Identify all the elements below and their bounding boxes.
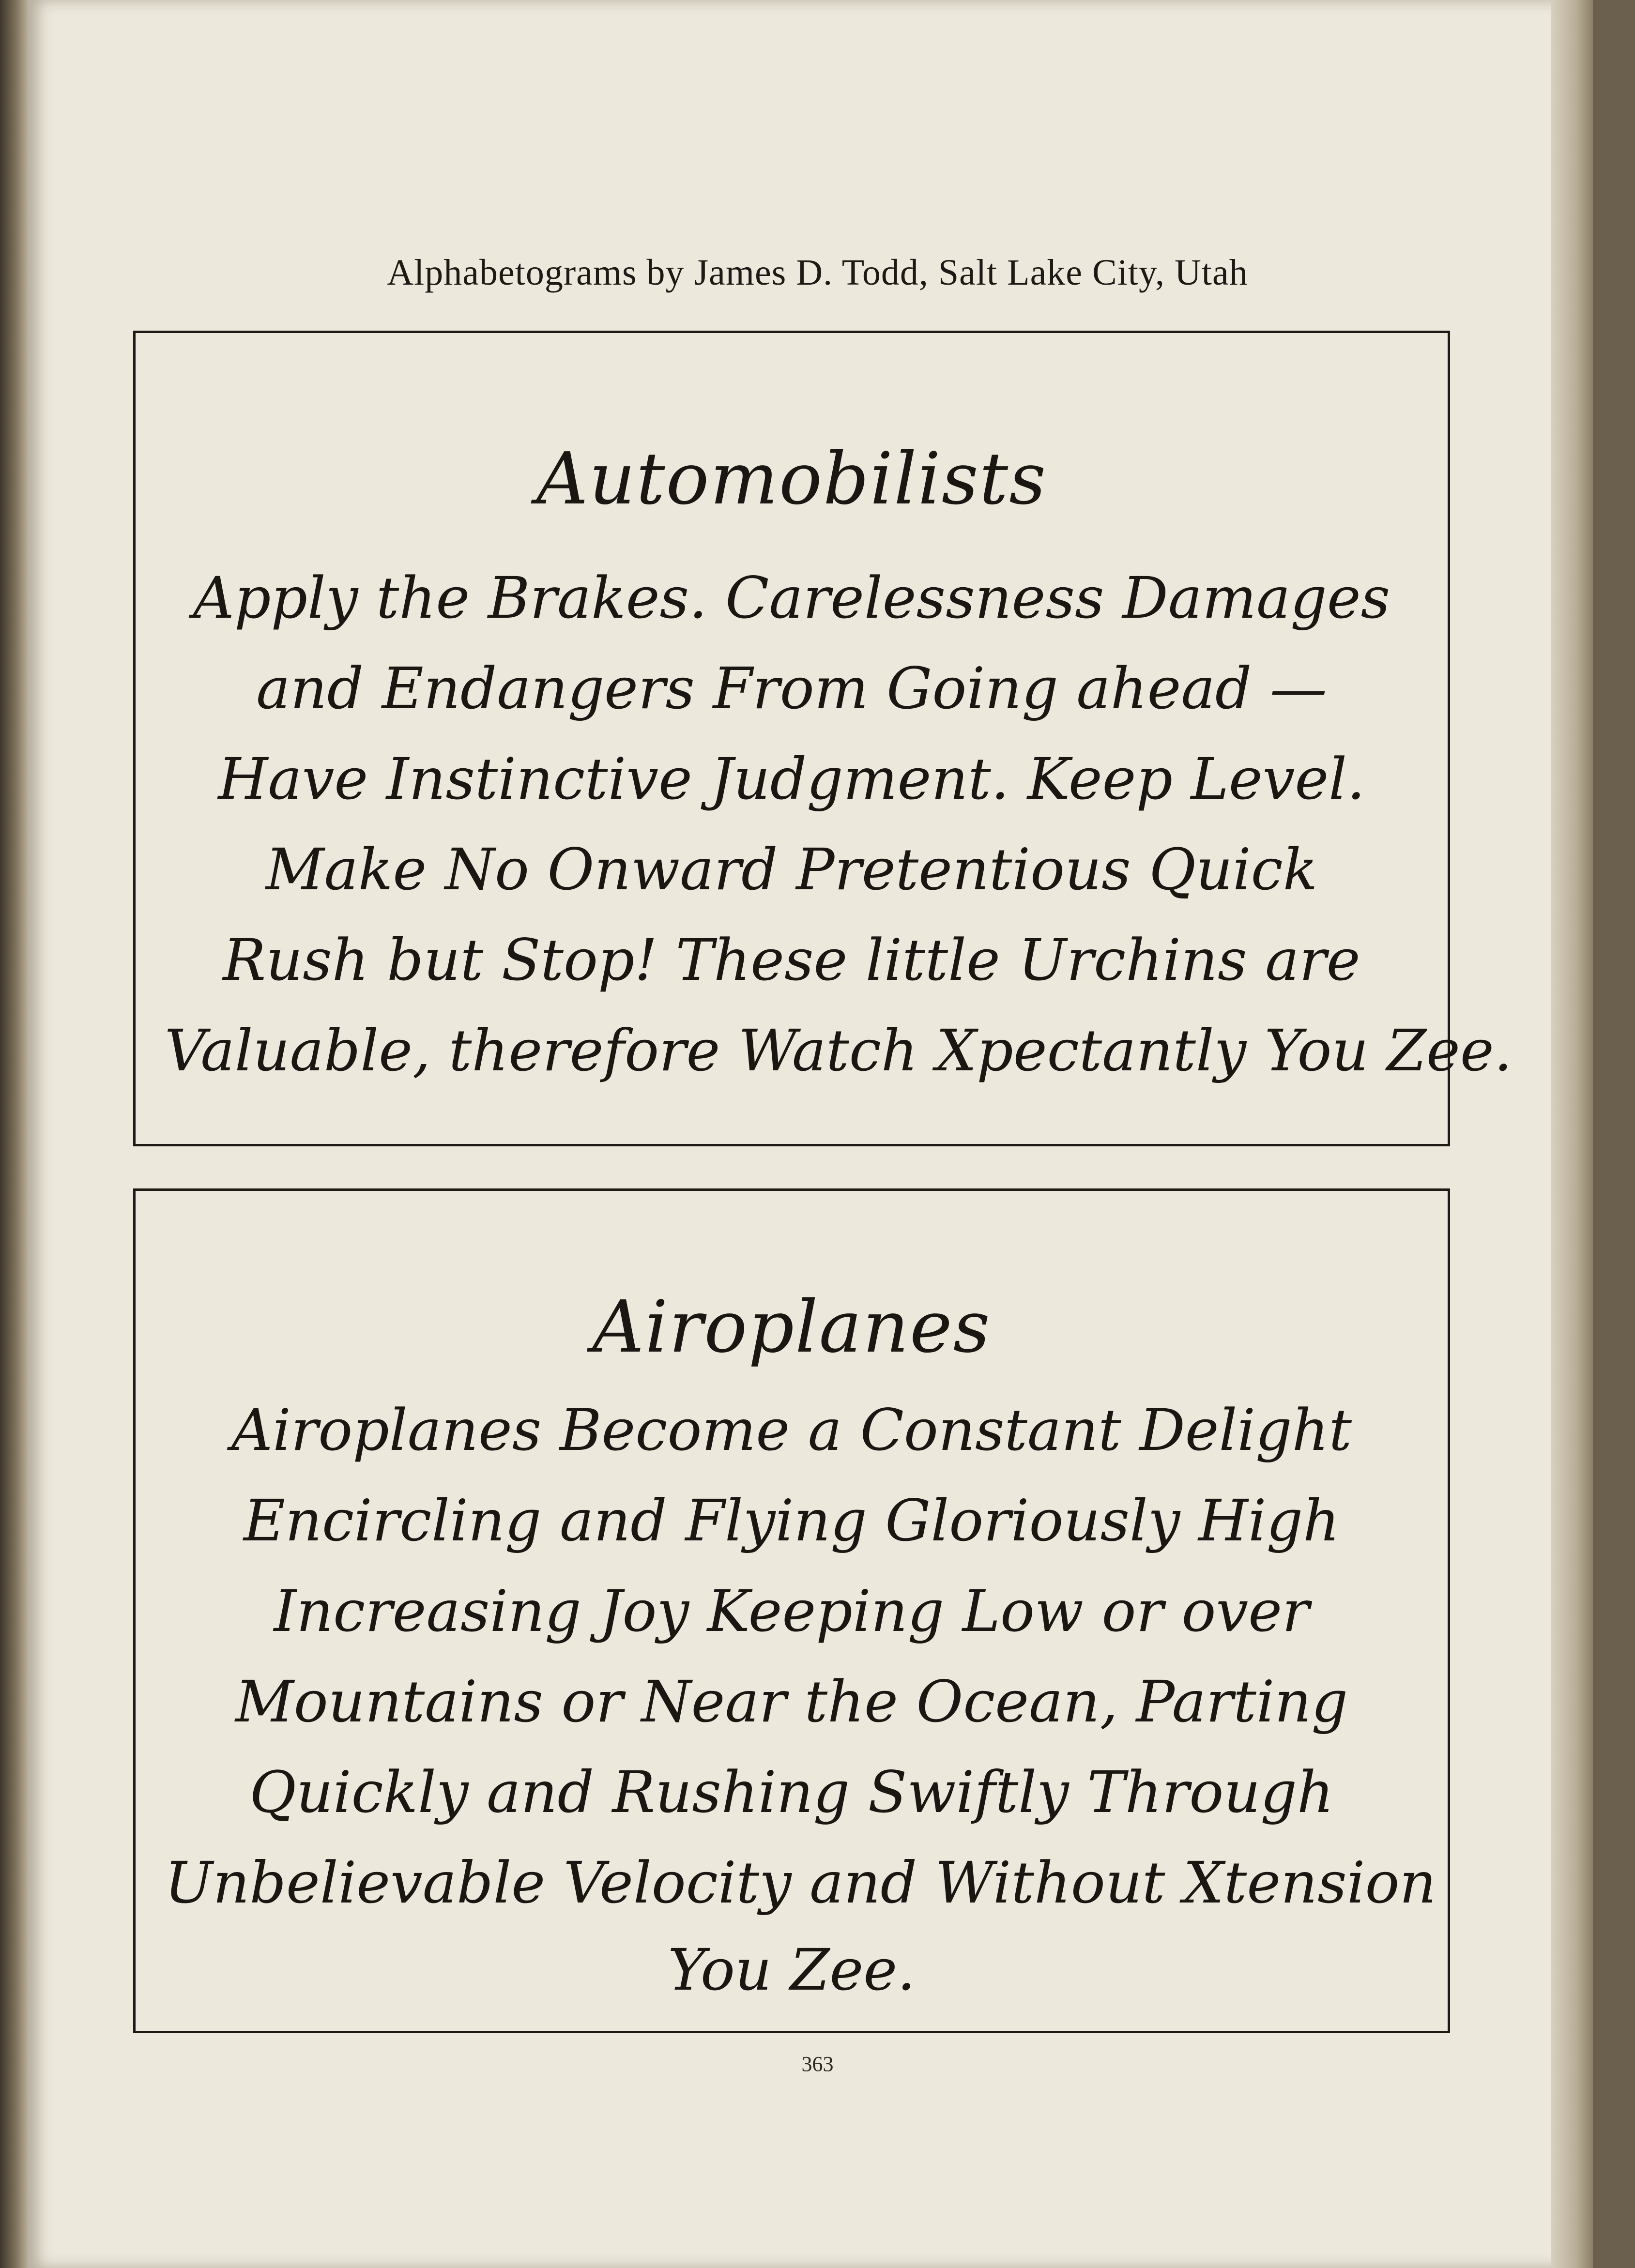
airoplanes-line-2: Encircling and Flying Gloriously High <box>243 1487 1340 1554</box>
airoplanes-line-1: Airoplanes Become a Constant Delight <box>231 1397 1352 1463</box>
automobilists-line-6: Valuable, therefore Watch Xpectantly You Zee. <box>165 1017 1513 1084</box>
automobilists-line-5: Rush but Stop! These little Urchins are <box>223 927 1360 993</box>
automobilists-line-1: Apply the Brakes. Carelessness Damages <box>193 564 1391 631</box>
airoplanes-line-3: Increasing Joy Keeping Low or over <box>274 1578 1310 1644</box>
airoplanes-line-7: You Zee. <box>668 1936 916 2003</box>
automobilists-line-4: Make No Onward Pretentious Quick <box>265 836 1318 903</box>
page-number: 363 <box>801 2052 834 2076</box>
automobilists-panel <box>133 331 1513 1146</box>
automobilists-title: Automobilists <box>536 437 1047 520</box>
page-heading: Alphabetograms by James D. Todd, Salt Lake City, Utah <box>387 252 1248 293</box>
airoplanes-line-4: Mountains or Near the Ocean, Parting <box>235 1668 1348 1735</box>
airoplanes-line-5: Quickly and Rushing Swiftly Through <box>249 1759 1334 1826</box>
automobilists-line-2: and Endangers From Going ahead — <box>256 655 1327 722</box>
page-edge <box>1551 0 1593 2268</box>
automobilists-line-3: Have Instinctive Judgment. Keep Level. <box>218 746 1365 812</box>
airoplanes-panel <box>133 1188 1450 2033</box>
airoplanes-title: Airoplanes <box>592 1285 991 1369</box>
airoplanes-line-6: Unbelievable Velocity and Without Xtension <box>165 1849 1436 1916</box>
